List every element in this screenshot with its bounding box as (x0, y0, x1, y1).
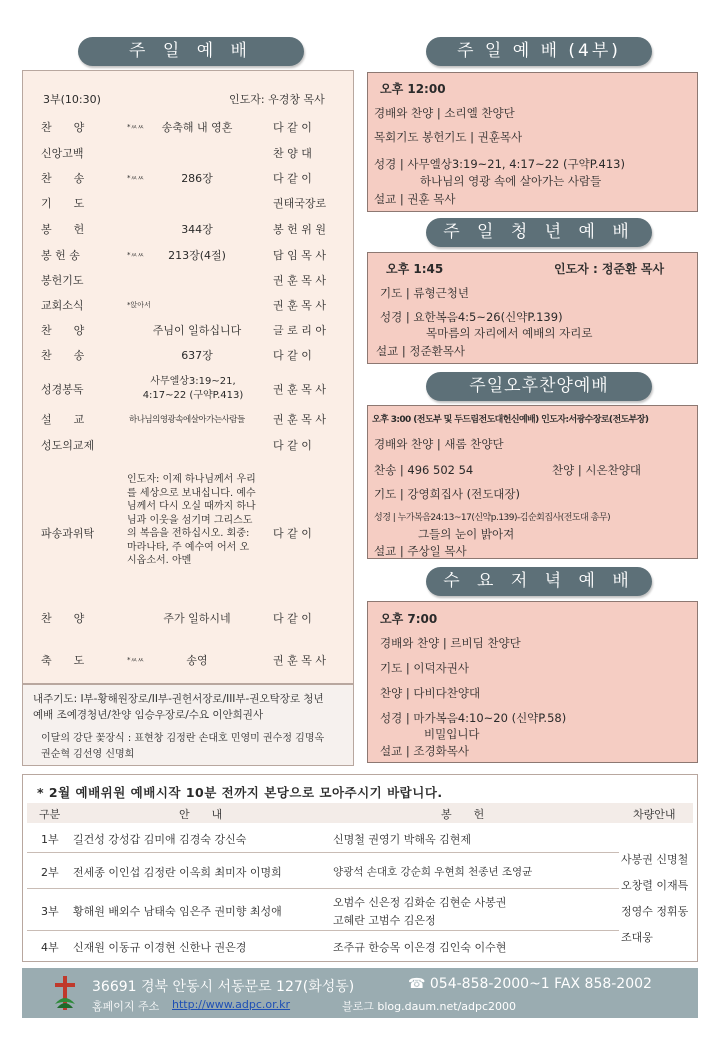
r1-line-sermon-title: 하나님의 영광 속에 살아가는 사람들 (420, 174, 602, 188)
order-content: 인도자: 이제 하나님께서 우리를 세상으로 보내십니다. 예수님께서 다시 오실 때까지 하나님과 이웃을 섬기며 그리스도의 복음을 전하십시오. 회중: 마라나타, 주 예수여 어서 오시옵소서. 아멘 (127, 474, 256, 566)
r3-title: 주일오후찬양예배 (426, 372, 652, 401)
order-item: 봉헌기도 (41, 274, 84, 287)
schedule-title: * 2월 예배위원 예배시작 10분 전까지 본당으로 모아주시기 바랍니다. (37, 785, 443, 800)
row-guide: 신재원 이동규 이경현 신한나 권은경 (73, 941, 247, 954)
order-person: 권 훈 목 사 (273, 383, 326, 396)
order-content: 286장 (181, 172, 213, 185)
header-part: 구분 (39, 808, 61, 821)
order-person: 다 같 이 (273, 172, 312, 185)
table-row (27, 823, 619, 853)
r4-line-choir: 찬양 | 다비다찬양대 (380, 686, 481, 700)
r2-line-prayer: 기도 | 류형근청년 (380, 286, 469, 300)
order-row (23, 347, 353, 365)
stand-mark: *ㅆㅆ (127, 656, 145, 664)
order-row (23, 437, 353, 455)
footer-blog: 블로그 blog.daum.net/adpc2000 (342, 1000, 517, 1013)
row-offering-2: 고혜란 고범수 김은정 (333, 914, 436, 927)
r4-line-sermon-title: 비밀입니다 (424, 727, 480, 741)
r1-line-praise: 경배와 찬양 | 소리엘 찬양단 (374, 106, 515, 120)
r3-line-choir: 찬양 | 시온찬양대 (552, 463, 641, 477)
order-item: 교회소식 (41, 299, 84, 312)
order-item: 봉 헌 송 (41, 249, 80, 262)
header-offering: 봉 헌 (441, 808, 485, 821)
r2-title: 주 일 청 년 예 배 (426, 218, 652, 247)
order-item: 설 교 (41, 413, 85, 426)
r4-time: 오후 7:00 (380, 612, 438, 626)
order-person: 다 같 이 (273, 121, 312, 134)
row-part: 3부 (41, 905, 59, 918)
order-content: 344장 (181, 223, 213, 236)
order-person: 권 훈 목 사 (273, 274, 326, 287)
order-row (23, 119, 353, 137)
r3-line-praise: 경배와 찬양 | 새롬 찬양단 (374, 437, 504, 451)
r3-time: 오후 3:00 (전도부 및 두드림전도대헌신예배) 인도자:서광수장로(전도부장) (372, 415, 649, 425)
r1-time: 오후 12:00 (380, 82, 446, 96)
r1-line-scripture: 성경 | 사무엘상3:19~21, 4:17~22 (구약P.413) (374, 157, 625, 171)
footer (22, 968, 698, 1018)
car-service-list (619, 823, 693, 961)
order-row (23, 297, 353, 315)
prayer-note: 내주기도: I부-황해원장로/II부-권헌서장로/III부-권오탁장로 청년예배 조예경청년/찬양 임승우장로/수요 이안희권사 (33, 693, 324, 721)
stand-mark: *ㅆㅆ (127, 251, 145, 259)
order-row (23, 145, 353, 163)
prayer-note-box (22, 684, 354, 766)
order-item: 축 도 (41, 654, 85, 667)
car-item: 오창렬 이재특 (621, 879, 689, 892)
row-part: 1부 (41, 833, 59, 846)
order-content: 213장(4절) (168, 249, 226, 262)
order-content: 하나님의영광속에살아가는사람들 (129, 415, 245, 425)
leader-label: 인도자: 우경창 목사 (229, 93, 325, 106)
order-row (23, 170, 353, 188)
order-row (23, 652, 353, 670)
order-content: 주님이 일하십니다 (152, 324, 242, 337)
order-item: 찬 양 (41, 324, 85, 337)
r2-line-sermon: 설교 | 정준환목사 (376, 344, 465, 358)
order-person: 다 같 이 (273, 439, 312, 452)
order-item: 봉 헌 (41, 223, 85, 236)
r3-line-sermon-title: 그들의 눈이 밝아져 (418, 527, 515, 541)
row-offering: 조주규 한승목 이은경 김인숙 이수현 (333, 941, 507, 954)
row-part: 2부 (41, 866, 59, 879)
order-item: 기 도 (41, 197, 85, 210)
r2-time: 오후 1:45 (386, 262, 444, 276)
footer-phone: ☎ 054-858-2000~1 FAX 858-2002 (408, 976, 652, 992)
order-person: 권 훈 목 사 (273, 654, 326, 667)
service-label: 3부(10:30) (43, 93, 101, 106)
stand-mark: *ㅆㅆ (127, 123, 145, 131)
order-person: 찬 양 대 (273, 147, 312, 160)
order-person: 권태국장로 (273, 197, 327, 210)
car-item: 조대웅 (621, 931, 653, 944)
r1-box (367, 72, 698, 212)
table-row (27, 889, 619, 931)
order-person: 권 훈 목 사 (273, 299, 326, 312)
car-item: 정영수 정휘동 (621, 905, 689, 918)
stand-mark: *ㅆㅆ (127, 174, 145, 182)
order-person: 봉 헌 위 원 (273, 223, 326, 236)
church-logo-icon (52, 974, 78, 1012)
r4-line-praise: 경배와 찬양 | 르비딤 찬양단 (380, 636, 521, 650)
schedule-header-row (27, 803, 693, 823)
order-item: 찬 송 (41, 349, 85, 362)
r3-line-sermon: 설교 | 주상일 목사 (374, 544, 467, 558)
r4-line-sermon: 설교 | 조경화목사 (380, 744, 469, 758)
flower-note: 이달의 강단 꽃장식 : 표현창 김정란 손대호 민영미 권수정 김명옥 권순혁 김선영 신명희 (41, 733, 325, 760)
order-person: 권 훈 목 사 (273, 413, 326, 426)
row-guide: 전세종 이인섭 김정란 이옥희 최미자 이명희 (73, 866, 282, 879)
r4-line-scripture: 성경 | 마가복음4:10~20 (신약P.58) (380, 711, 567, 725)
order-content: 송축해 내 영혼 (161, 121, 233, 134)
worship-committee-schedule (22, 774, 698, 962)
order-person: 다 같 이 (273, 527, 312, 540)
header-car: 차량안내 (633, 808, 676, 821)
r2-line-sermon-title: 목마름의 자리에서 예배의 자리로 (426, 326, 593, 340)
r3-box (367, 405, 698, 559)
order-item: 찬 송 (41, 172, 85, 185)
r2-line-scripture: 성경 | 요한복음4:5~26(신약P.139) (380, 310, 563, 324)
footer-home-label: 홈페이지 주소 (92, 1000, 160, 1013)
row-guide: 길건성 강성갑 김미애 김경숙 강신숙 (73, 833, 247, 846)
order-row (23, 272, 353, 290)
order-person: 글 로 리 아 (273, 324, 326, 337)
worship-order-box (22, 70, 354, 684)
order-item: 찬 양 (41, 612, 85, 625)
r3-line-scripture: 성경 | 누가복음24:13~17(신약p.139)-김순회집사(전도대 총무) (374, 513, 611, 523)
r2-leader: 인도자 : 정준환 목사 (554, 262, 665, 276)
order-item: 성도의교제 (41, 439, 95, 452)
order-content: 주가 일하시네 (163, 612, 231, 625)
r3-line-hymn: 찬송 | 496 502 54 (374, 463, 474, 477)
row-offering: 양광석 손대호 강순희 우현희 천종년 조영균 (333, 866, 533, 878)
row-part: 4부 (41, 941, 59, 954)
order-row (23, 473, 353, 597)
order-row (23, 221, 353, 239)
order-item: 성경봉독 (41, 383, 84, 396)
r2-box (367, 252, 698, 364)
car-item: 사봉권 신명철 (621, 853, 689, 866)
r1-line-sermon: 설교 | 권훈 목사 (374, 192, 456, 206)
r3-line-prayer: 기도 | 강영희집사 (전도대장) (374, 487, 521, 501)
order-row (23, 322, 353, 340)
order-row (23, 610, 353, 628)
table-row (27, 931, 619, 961)
header-guide: 안 내 (179, 808, 223, 821)
r4-line-prayer: 기도 | 이덕자권사 (380, 661, 469, 675)
order-person: 담 임 목 사 (273, 249, 326, 262)
order-item: 파송과위탁 (41, 527, 95, 540)
order-person: 다 같 이 (273, 349, 312, 362)
order-row (23, 247, 353, 265)
order-person: 다 같 이 (273, 612, 312, 625)
row-offering: 신명철 권영기 박해옥 김현제 (333, 833, 472, 846)
order-content: 송영 (186, 654, 208, 667)
order-content: 637장 (181, 349, 213, 362)
order-item: 찬 양 (41, 121, 85, 134)
r4-title: 수 요 저 녁 예 배 (426, 567, 652, 596)
order-item: 신앙고백 (41, 147, 84, 160)
footer-address: 36691 경북 안동시 서동문로 127(화성동) (92, 979, 355, 995)
order-row (23, 411, 353, 429)
r1-title: 주 일 예 배 (4부) (426, 37, 652, 66)
order-row (23, 195, 353, 213)
order-row (23, 375, 353, 405)
table-row (27, 853, 619, 889)
r1-line-prayer: 목회기도 봉헌기도 | 권훈목사 (374, 130, 523, 144)
row-offering: 오범수 신은정 김화순 김현순 사봉권 (333, 896, 507, 909)
order-content: 사무엘상3:19~21, 4:17~22 (구약P.413) (142, 376, 244, 401)
left-section-title: 주 일 예 배 (78, 37, 304, 66)
footer-home-link[interactable]: http://www.adpc.or.kr (172, 998, 291, 1011)
r4-box (367, 601, 698, 763)
stand-mark: *앉아서 (127, 301, 151, 309)
row-guide: 황해원 배외수 남태숙 임은주 권미향 최성애 (73, 905, 282, 918)
